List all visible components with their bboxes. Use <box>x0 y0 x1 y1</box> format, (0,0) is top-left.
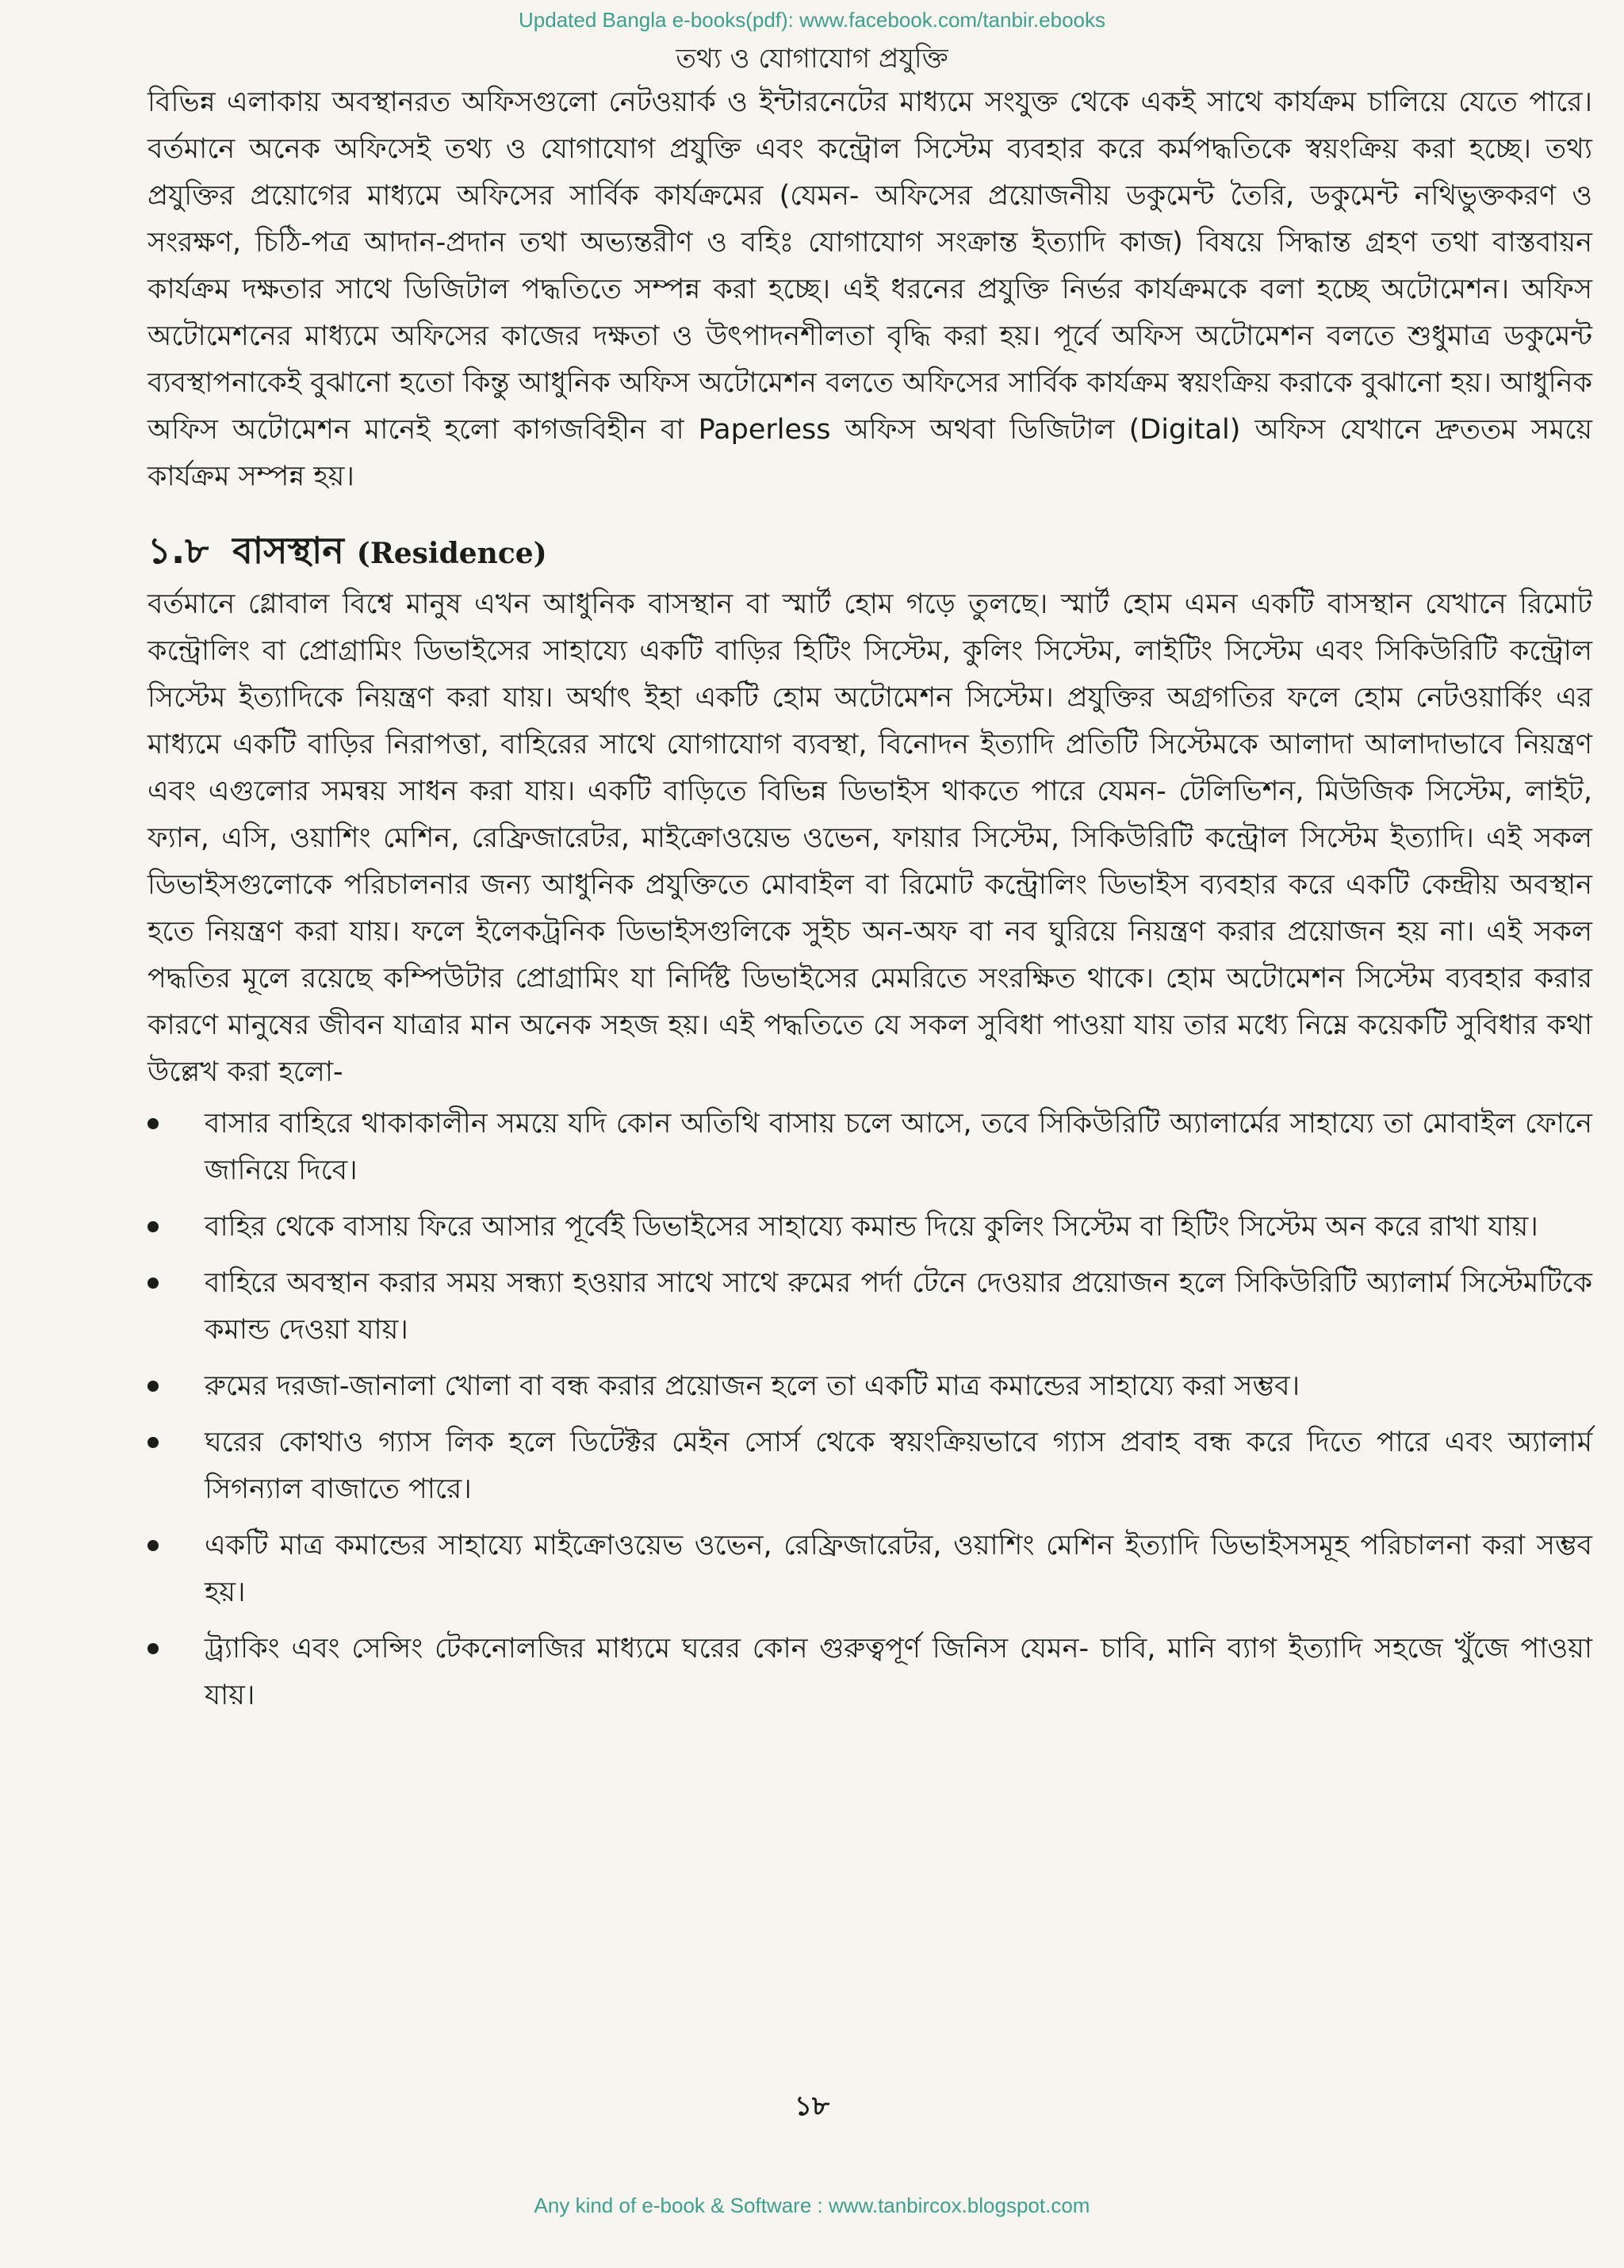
list-item <box>147 1419 1592 1513</box>
section-paragraph: বর্তমানে গ্লোবাল বিশ্বে মানুষ এখন আধুনিক বাসস্থান বা স্মার্ট হোম গড়ে তুলছে। স্মার্ট হোম এমন একটি বাসস্থান যেখানে রিমোট কন্ট্রোলিং বা প্রোগ্রামিং ডিভাইসের সাহায্যে একটি বাড়ির হিটিং সিস্টেম, কুলিং সিস্টেম, লাইটিং সিস্টেম এবং সিকিউরিটি কন্ট্রোল সিস্টেম ইত্যাদিকে নিয়ন্ত্রণ করা যায়। অর্থাৎ ইহা একটি হোম অটোমেশন সিস্টেম। প্রযুক্তির অগ্রগতির ফলে হোম নেটওয়ার্কিং এর মাধ্যমে একটি বাড়ির নিরাপত্তা, বাহিরের সাথে যোগাযোগ ব্যবস্থা, বিনোদন ইত্যাদি প্রতিটি সিস্টেমকে আলাদা আলাদাভাবে নিয়ন্ত্রণ এবং এগুলোর সমন্বয় সাধন করা যায়। একটি বাড়িতে বিভিন্ন ডিভাইস থাকতে পারে যেমন- টেলিভিশন, মিউজিক সিস্টেম, লাইট, ফ্যান, এসি, ওয়াশিং মেশিন, রেফ্রিজারেটর, মাইক্রোওয়েভ ওভেন, ফায়ার সিস্টেম, সিকিউরিটি কন্ট্রোল সিস্টেম ইত্যাদি। এই সকল ডিভাইসগুলোকে পরিচালনার জন্য আধুনিক প্রযুক্তিতে মোবাইল বা রিমোট কন্ট্রোলিং ডিভাইস ব্যবহার করে একটি কেন্দ্রীয় অবস্থান হতে নিয়ন্ত্রণ করা যায়। ফলে ইলেকট্রনিক ডিভাইসগুলিকে সুইচ অন-অফ বা নব ঘুরিয়ে নিয়ন্ত্রণ করার প্রয়োজন হয় না। এই সকল পদ্ধতির মূলে রয়েছে কম্পিউটার প্রোগ্রামিং যা নির্দিষ্ট ডিভাইসের মেমরিতে সংরক্ষিত থাকে। হোম অটোমেশন সিস্টেম ব্যবহার করার কারণে মানুষের জীবন যাত্রার মান অনেক সহজ হয়। এই পদ্ধতিতে যে সকল সুবিধা পাওয়া যায় তার মধ্যে নিম্নে কয়েকটি সুবিধার কথা উল্লেখ করা হলো- <box>147 588 1593 1088</box>
section-number: ১.৮ <box>147 529 209 572</box>
list-item-text: রুমের দরজা-জানালা খোলা বা বন্ধ করার প্রয়োজন হলে তা একটি মাত্র কমান্ডের সাহায্যে করা সম্ভব। <box>205 1370 1300 1402</box>
section-title-bn: বাসস্থান <box>232 529 344 572</box>
benefit-list <box>147 1101 1592 1719</box>
list-item <box>147 1204 1592 1251</box>
list-item-text: ট্র্যাকিং এবং সেন্সিং টেকনোলজির মাধ্যমে ঘরের কোন গুরুত্বপূর্ণ জিনিস যেমন- চাবি, মানি ব্যাগ ইত্যাদি সহজে খুঁজে পাওয়া যায়। <box>205 1633 1592 1711</box>
bullet-icon <box>147 1118 159 1129</box>
section-title-en: (Residence) <box>356 537 547 570</box>
footer-link[interactable]: Any kind of e-book & Software : www.tanbircox.blogspot.com <box>534 2193 1090 2217</box>
list-item <box>147 1260 1592 1354</box>
list-item-text: বাহিরে অবস্থান করার সময় সন্ধ্যা হওয়ার সাথে সাথে রুমের পর্দা টেনে দেওয়ার প্রয়োজন হলে সিকিউরিটি অ্যালার্ম সিস্টেমটিকে কমান্ড দেওয়া যায়। <box>205 1267 1592 1346</box>
page-content <box>147 79 1592 1729</box>
list-item <box>147 1523 1592 1616</box>
bullet-icon <box>147 1278 159 1289</box>
intro-paragraph: বিভিন্ন এলাকায় অবস্থানরত অফিসগুলো নেটওয়ার্ক ও ইন্টারনেটের মাধ্যমে সংযুক্ত থেকে একই সাথে কার্যক্রম চালিয়ে যেতে পারে। বর্তমানে অনেক অফিসেই তথ্য ও যোগাযোগ প্রযুক্তি এবং কন্ট্রোল সিস্টেম ব্যবহার করে কর্মপদ্ধতিকে স্বয়ংক্রিয় করা হচ্ছে। তথ্য প্রযুক্তির প্রয়োগের মাধ্যমে অফিসের সার্বিক কার্যক্রমের (যেমন- অফিসের প্রয়োজনীয় ডকুমেন্ট তৈরি, ডকুমেন্ট নথিভুক্তকরণ ও সংরক্ষণ, চিঠি-পত্র আদান-প্রদান তথা অভ্যন্তরীণ ও বহিঃ যোগাযোগ সংক্রান্ত ইত্যাদি কাজ) বিষয়ে সিদ্ধান্ত গ্রহণ তথা বাস্তবায়ন কার্যক্রম দক্ষতার সাথে ডিজিটাল পদ্ধতিতে সম্পন্ন করা হচ্ছে। এই ধরনের প্রযুক্তি নির্ভর কার্যক্রমকে বলা হচ্ছে অটোমেশন। অফিস অটোমেশনের মাধ্যমে অফিসের কাজের দক্ষতা ও উৎপাদনশীলতা বৃদ্ধি করা হয়। পূর্বে অফিস অটোমেশন বলতে শুধুমাত্র ডকুমেন্ট ব্যবস্থাপনাকেই বুঝানো হতো কিন্তু আধুনিক অফিস অটোমেশন বলতে অফিসের সার্বিক কার্যক্রম স্বয়ংক্রিয় করাকে বুঝানো হয়। আধুনিক অফিস অটোমেশন মানেই হলো কাগজবিহীন বা Paperless অফিস অথবা ডিজিটাল (Digital) অফিস যেখানে দ্রুততম সময়ে কার্যক্রম সম্পন্ন হয়। <box>147 86 1592 492</box>
list-item-text: একটি মাত্র কমান্ডের সাহায্যে মাইক্রোওয়েভ ওভেন, রেফ্রিজারেটর, ওয়াশিং মেশিন ইত্যাদি ডিভাইসসমূহ পরিচালনা করা সম্ভব হয়। <box>205 1530 1592 1608</box>
list-item <box>147 1101 1592 1194</box>
section-heading <box>147 523 1592 581</box>
list-item-text: ঘরের কোথাও গ্যাস লিক হলে ডিটেক্টর মেইন সোর্স থেকে স্বয়ংক্রিয়ভাবে গ্যাস প্রবাহ বন্ধ করে দিতে পারে এবং অ্যালার্ম সিগন্যাল বাজাতে পারে। <box>205 1427 1592 1505</box>
bullet-icon <box>147 1643 159 1654</box>
bullet-icon <box>147 1221 159 1232</box>
list-item-text: বাসার বাহিরে থাকাকালীন সময়ে যদি কোন অতিথি বাসায় চলে আসে, তবে সিকিউরিটি অ্যালার্মের সাহায্যে তা মোবাইল ফোনে জানিয়ে দিবে। <box>205 1108 1592 1186</box>
list-item <box>147 1626 1592 1719</box>
bullet-icon <box>147 1540 159 1551</box>
page-number: ১৮ <box>794 2090 830 2122</box>
bullet-icon <box>147 1381 159 1392</box>
running-head: তথ্য ও যোগাযোগ প্রযুক্তি <box>676 43 948 75</box>
bullet-icon <box>147 1437 159 1448</box>
list-item-text: বাহির থেকে বাসায় ফিরে আসার পূর্বেই ডিভাইসের সাহায্যে কমান্ড দিয়ে কুলিং সিস্টেম বা হিটিং সিস্টেম অন করে রাখা যায়। <box>205 1211 1538 1243</box>
header-link[interactable]: Updated Bangla e-books(pdf): www.facebook.com/tanbir.ebooks <box>519 8 1105 32</box>
list-item <box>147 1363 1592 1410</box>
